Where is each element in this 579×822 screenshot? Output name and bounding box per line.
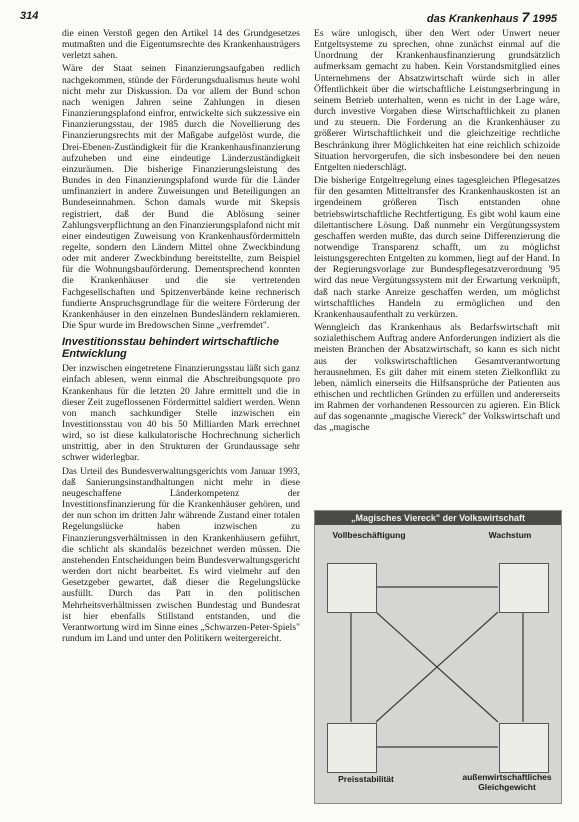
corner-box-top-right xyxy=(499,563,549,613)
figure-title: „Magisches Viereck" der Volkswirtschaft xyxy=(315,511,561,525)
paragraph: Es wäre unlogisch, über den Wert oder Unwert neuer Entgeltsysteme zu sprechen, ohne zunächst einmal auf die Unordnung der Krankenhausfinanzierung grundsätzlich aufmerksam gemacht zu haben. Kein Vorstandsmitglied eines Unternehmens der Absatzwirtschaft würde sich in aller Öffentlichkeit über die wirtschaftliche Leistungserbringung in seinem Betrieb unterhalten, wenn es nicht in der Lage wäre, durch investive Vorgaben diese Wirtschaftlichkeit zu planen und zu steuern. Die Forderung an die Krankenhäuser zu größerer Wirtschaftlichkeit und die gleichzeitige rechtliche Beschränkung ihrer Möglichkeiten hat eine reichlich schizoide Situation hervorgerufen, die sich insbesondere bei den neuen Entgelten niederschlägt. xyxy=(314,28,560,173)
paragraph: Die bisherige Entgeltregelung eines tagesgleichen Pflegesatzes für den gesamten Mitteltransfer des Krankenhauskosten ist an irgendeinem größeren Tisch entstanden ohne betriebswirtschaftliche Rechtfertigung. Es gibt wohl kaum eine dilettantischere Lösung. Daß nunmehr ein Vergütungssystem geschaffen werden mußte, das durch seine Differenzierung die notwendige Transparenz schafft, um zu möglichst leistungsgerechten Entgelten zu kommen, liegt auf der Hand. In der Regierungsvorlage zur Bundespflegesatzverordnung '95 wird das neue Vergütungssystem mit der Erwartung verknüpft, daß nach starke Anreize geschaffen werden, um möglichst wirtschaftliches Handeln zu ermöglichen und den Krankenhausaufenthalt zu verkürzen. xyxy=(314,175,560,320)
paragraph: Der inzwischen eingetretene Finanzierungsstau läßt sich ganz einfach ablesen, wenn einmal die Abschreibungsquote pro Krankenhaus für die letzten 20 Jahre ermittelt und die in dieser Zeit zugeflossenen Fördermittel saldiert werden. Wenn von manch sachkundiger Stelle inzwischen ein Investitionsstau von 40 bis 50 Milliarden Mark errechnet wird, so ist diese kalkulatorische Hochrechnung sicherlich unstrittig, aber in den Strukturen der Grundaussage sehr schwer widerlegbar. xyxy=(62,363,300,464)
journal-name: das Krankenhaus xyxy=(426,13,519,25)
label-external-balance: außenwirtschaftliches Gleichgewicht xyxy=(462,772,552,792)
paragraph: Das Urteil des Bundesverwaltungsgerichts vom Januar 1993, daß Sanierungsinstandhaltungen nicht mehr in diese neugeschaffene Länderkompetenz der Investitionsfinanzierung für die Krankenhäuser gehören, und der nun schon im dritten Jahr währende Zustand einer totalen Regelungslücke haben inzwischen zu Finanzierungsverhältnissen in den Krankenhäusern geführt, die schlicht als skandalös bezeichnet werden müssen. Die anstehenden Entscheidungen beim Bundesverwaltungsgericht werden dort nicht bearbeitet. Es wird vielmehr auf den Gesetzgeber gewartet, daß dieser die Regelungslücke ausfüllt. Durch das Patt in den politischen Mehrheitsverhältnissen zwischen Bundestag und Bundesrat ist hier ebenfalls Stillstand entstanden, und die Verantwortung wird im Sinne eines „Schwarzen-Peter-Spiels" rundum im Land und unter den Politikern weitergereicht. xyxy=(62,465,300,644)
right-column xyxy=(314,28,560,436)
section-heading: Investitionsstau behindert wirtschaftliche Entwicklung xyxy=(62,336,279,361)
label-growth: Wachstum xyxy=(488,530,532,540)
issue-number: 7 xyxy=(521,9,530,25)
label-price-stability: Preisstabilität xyxy=(338,774,394,784)
paragraph: Wenngleich das Krankenhaus als Bedarfswirtschaft mit sozialethischem Auftrag andere Anforderungen indiziert als die meisten Branchen der Absatzwirtschaft, so kann es sich nicht aus der volkswirtschaftlichen Gesamtverantwortung herausnehmen. Es gilt daher mit einem steten Zielkonflikt zu leben, nämlich einerseits die Hilfsansprüche der Patienten aus ethischen und rechtlichen Gründen zu erfüllen und andererseits im Rahmen der vorhandenen Ressourcen zu agieren. Ein Blick auf das sogenannte „magische Viereck" der Volkswirtschaft und das „magische xyxy=(314,322,560,434)
paragraph: die einen Verstoß gegen den Artikel 14 des Grundgesetzes mutmaßten und die Eigentumsrechte des Krankenhausträgers verletzt sahen. xyxy=(62,28,300,62)
label-full-employment: Vollbeschäftigung xyxy=(332,530,406,540)
corner-box-bottom-left xyxy=(327,723,377,773)
magic-square-figure xyxy=(314,510,562,804)
journal-title xyxy=(427,9,557,25)
corner-box-bottom-right xyxy=(499,723,549,773)
page-number: 314 xyxy=(20,10,39,22)
issue-year: 1995 xyxy=(532,13,557,25)
corner-box-top-left xyxy=(327,563,377,613)
paragraph: Wäre der Staat seinen Finanzierungsaufgaben redlich nachgekommen, stünde der Förderungsdualismus heute wohl nicht mehr zur Diskussion. Da vor allem der Bund schon nach wenigen Jahren seine Zahlungen in diesen Finanzierungsplafond einfror, entwickelte sich sukzessive ein Finanzierungsstau, der 1985 durch die Novellierung des Finanzierungsrechts mit der Maßgabe aufgelöst wurde, die Drei-Ebenen-Zuständigkeit für die Krankenhausfinanzierung aufzuheben und eine eindeutige Länderzuständigkeit einzuräumen. Die bisherige Finanzierungsleistung des Bundes in den Finanzierungsplafond wurde für die Länder umfinanziert in andere Zuweisungen und Beteiligungen an Bundeseinnahmen. Schon damals wurde mit Skepsis registriert, daß der Bund die Ablösung seiner Zahlungsverpflichtung an den Finanzierungsplafond nicht mit einer eindeutigen Zuweisung von Krankenhausfördermitteln regelte, sondern den Ländern Mittel ohne Zweckbindung oder mit anderer Zweckbindung bereitstellte, zum Beispiel für die Wohnungsbauförderung. Dementsprechend konnten die Krankenhäuser und die sie vertretenden Fachgesellschaften und Spitzenverbände keine rechnerisch fundierte Anspruchsgrundlage für die weitere Förderung der Krankenhäuser in den einzelnen Bundesländern reklamieren. Die Spur wurde im Bredowschen Sinne „verfremdet". xyxy=(62,63,300,332)
page-header xyxy=(0,8,579,26)
left-column xyxy=(62,28,300,646)
